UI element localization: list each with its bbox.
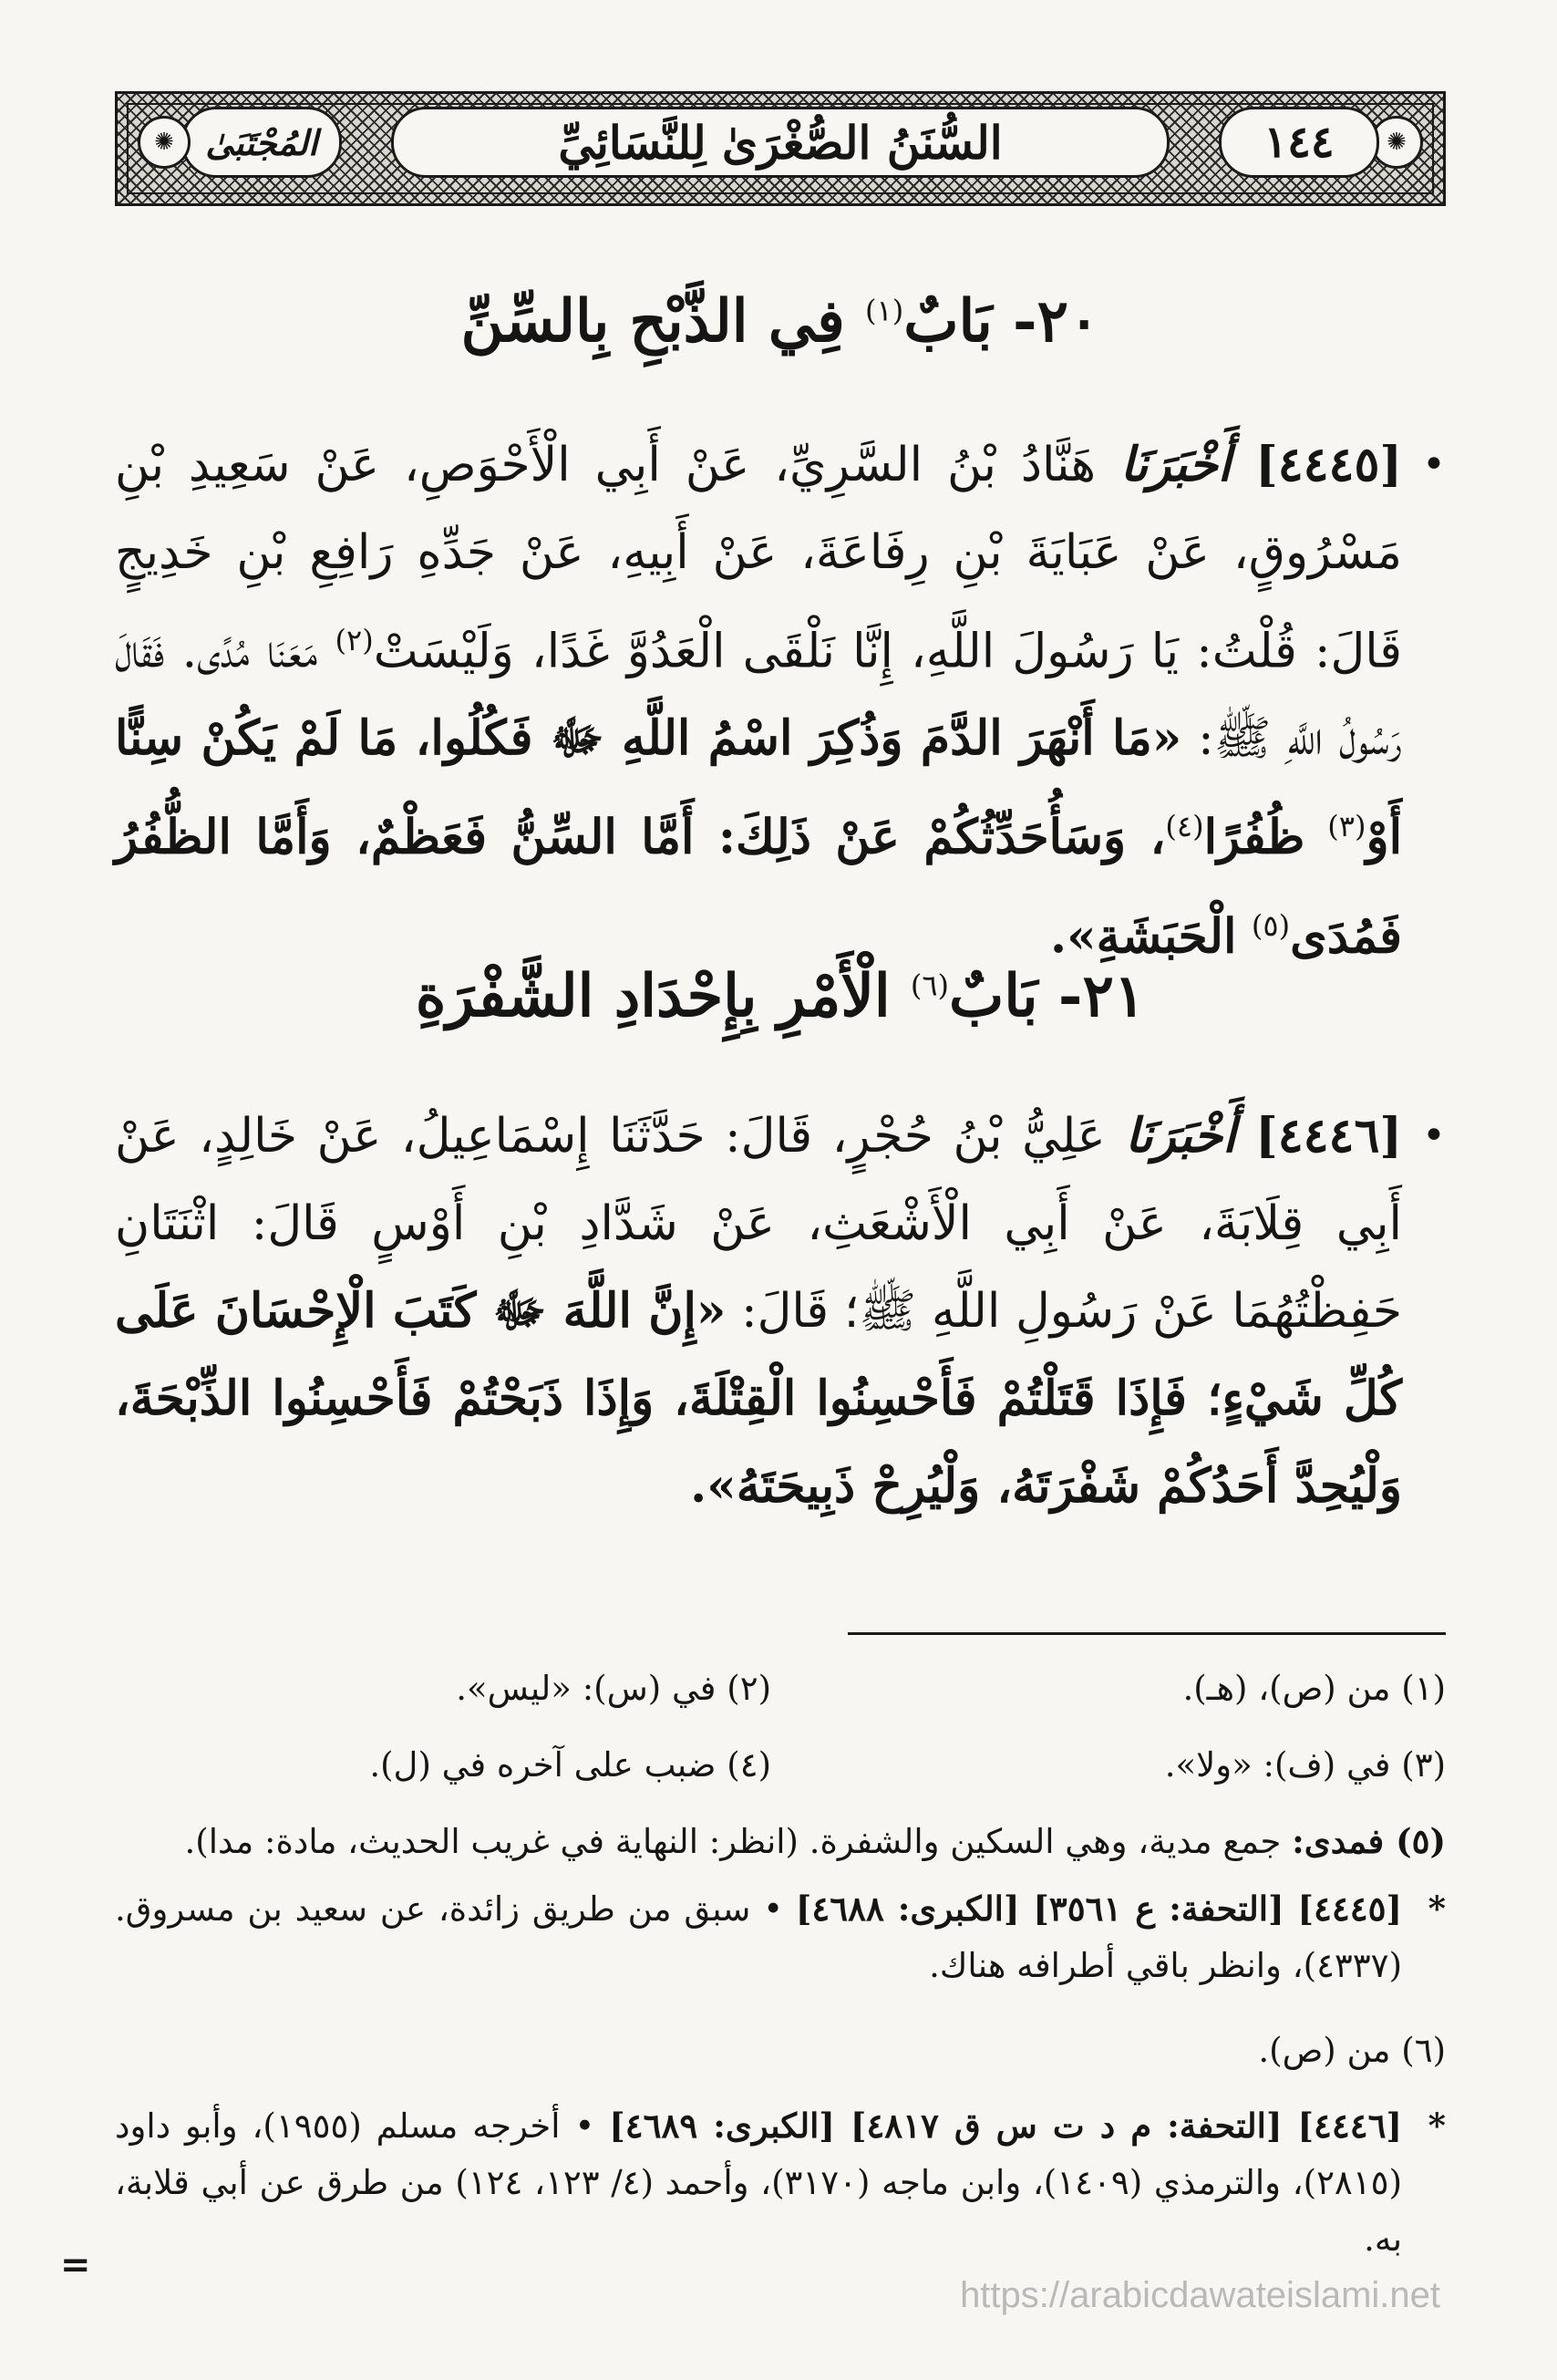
chapter-21-heading [115,962,1446,1032]
chapter-20-title: ٢٠- بَابٌ [903,287,1100,356]
footnote-4: (٤) ضبب على آخره في (ل). [369,1745,771,1785]
hadith-number: [٤٤٤٦] [1255,1108,1403,1164]
matn-text: «إِنَّ اللَّهَ ﷻ كَتَبَ الْإِحْسَانَ عَلَى كُلِّ شَيْءٍ؛ فَإِذَا قَتَلْتُمْ فَأَحْسِنُوا الْقِتْلَةَ، وَإِذَا ذَبَحْتُمْ فَأَحْسِنُوا الذِّبْحَةَ، وَلْيُحِدَّ أَحَدُكُمْ شَفْرَتَهُ، وَلْيُرِحْ ذَبِيحَتَهُ». [115,1283,1402,1514]
takhrij-refs: [٤٤٤٦] [التحفة: م د ت س ق ٤٨١٧] [الكبرى: ٤٦٨٩] [609,2106,1402,2146]
matn-text: الْحَبَشَةِ». [1049,907,1237,964]
chapter-20-heading [115,287,1446,357]
takhrij-text: • سبق من طريق زائدة، عن سعيد بن مسروق. (٤٣٣٧)، وانظر باقي أطرافه هناك. [115,1889,1402,1985]
hadith-4445 [115,421,1446,980]
margin-mark: = [60,2243,91,2286]
footnote-6: (٦) من (ص). [1258,2031,1446,2070]
rosette-ornament-icon: ✺ [138,116,191,169]
footnote-ref: (٥) [1251,907,1291,943]
chapter-21-title: ٢١- بَابٌ [949,962,1146,1030]
takhrij-4445 [115,1880,1446,1994]
footnote-divider [848,1632,1446,1635]
footnote-3: (٣) في (ف): «ولا». [1164,1745,1446,1785]
footnote-ref: (٤) [1165,809,1204,844]
hadith-4446 [115,1092,1446,1530]
isnad-text: هَنَّادُ بْنُ السَّرِيِّ، عَنْ أَبِي الْأَحْوَصِ، عَنْ سَعِيدِ بْنِ مَسْرُوقٍ، عَنْ عَبَايَةَ بْنِ رِفَاعَةَ، عَنْ أَبِيهِ، عَنْ جَدِّهِ رَافِعِ بْنِ خَدِيجٍ قَالَ: قُلْتُ: يَا رَسُولَ اللَّهِ، إِنَّا نَلْقَى الْعَدُوَّ غَدًا، وَلَيْسَتْ [115,438,1402,679]
chapter-20-title-rest: فِي الذَّبْحِ بِالسِّنِّ [460,287,845,356]
asterisk-icon: * [1428,1888,1446,1929]
footnote-1: (١) من (ص)، (هـ). [1182,1669,1446,1708]
akhbarana: أَخْبَرَنَا [1125,1108,1236,1164]
running-title: السُّنَنُ الصُّغْرَىٰ لِلنَّسَائِيِّ [391,107,1170,178]
akhbarana: أَخْبَرَنَا [1119,437,1232,492]
hadith-number: [٤٤٤٥] [1255,437,1403,492]
footnote-ref: (٢) [335,623,374,657]
footnote-2: (٢) في (س): «ليس». [456,1669,771,1708]
matn-text: ظُفُرًا [1203,809,1305,865]
takhrij-refs: [٤٤٤٥] [التحفة: ع ٣٥٦١] [الكبرى: ٤٦٨٨] [795,1888,1403,1929]
bullet-icon: • [1422,1112,1446,1159]
watermark-url: https://arabicdawateislami.net [960,2275,1440,2315]
matn-text: ، وَسَأُحَدِّثُكُمْ عَنْ ذَلِكَ: أَمَّا السِّنُّ فَعَظْمٌ، وَأَمَّا الظُّفُرُ فَمُدَى [115,809,1402,964]
asterisk-icon: * [1428,2106,1446,2146]
takhrij-text: • أخرجه مسلم (١٩٥٥)، وأبو داود (٢٨١٥)، والترمذي (١٤٠٩)، وابن ماجه (٣١٧٠)، وأحمد (٤/ ١٢٣، ١٢٤) من طرق عن أبي قلابة، به. [115,2106,1402,2259]
chapter-21-title-rest: الْأَمْرِ بِإِحْدَادِ الشَّفْرَةِ [415,962,891,1030]
page-number: ١٤٤ [1219,107,1379,178]
footnote-5-text: جمع مدية، وهي السكين والشفرة. (انظر: النهاية في غريب الحديث، مادة: مدا). [184,1822,1282,1861]
footnote-ref: (١) [865,293,904,328]
takhrij-4446 [115,2097,1446,2268]
page-header [115,91,1446,206]
rosette-ornament-icon: ✺ [1370,116,1423,169]
footnote-5 [115,1813,1446,1870]
isnad-text: عَلِيُّ بْنُ حُجْرٍ، قَالَ: حَدَّثَنَا إِسْمَاعِيلُ، عَنْ خَالِدٍ، عَنْ أَبِي قِلَابَةَ، عَنْ أَبِي الْأَشْعَثِ، عَنْ شَدَّادِ بْنِ أَوْسٍ قَالَ: اثْنَتَانِ حَفِظْتُهُمَا عَنْ رَسُولِ اللَّهِ ﷺ؛ قَالَ: [115,1109,1403,1339]
bullet-icon: • [1422,441,1446,488]
footnote-ref: (٦) [910,968,950,1003]
book-badge: المُجْتَبَىٰ [181,107,342,178]
matn-text: «مَا أَنْهَرَ الدَّمَ وَذُكِرَ اسْمُ اللَّهِ ﷻ فَكُلُوا، مَا لَمْ يَكُنْ سِنًّا أَوْ [115,710,1403,865]
footnote-ref: (٣) [1327,809,1366,844]
footnote-5-label: (٥) فمدى: [1292,1821,1446,1861]
isnad-text: مَعَنَا مُدًى. فَقَالَ رَسُولُ اللَّهِ ﷺ: [115,624,1402,767]
